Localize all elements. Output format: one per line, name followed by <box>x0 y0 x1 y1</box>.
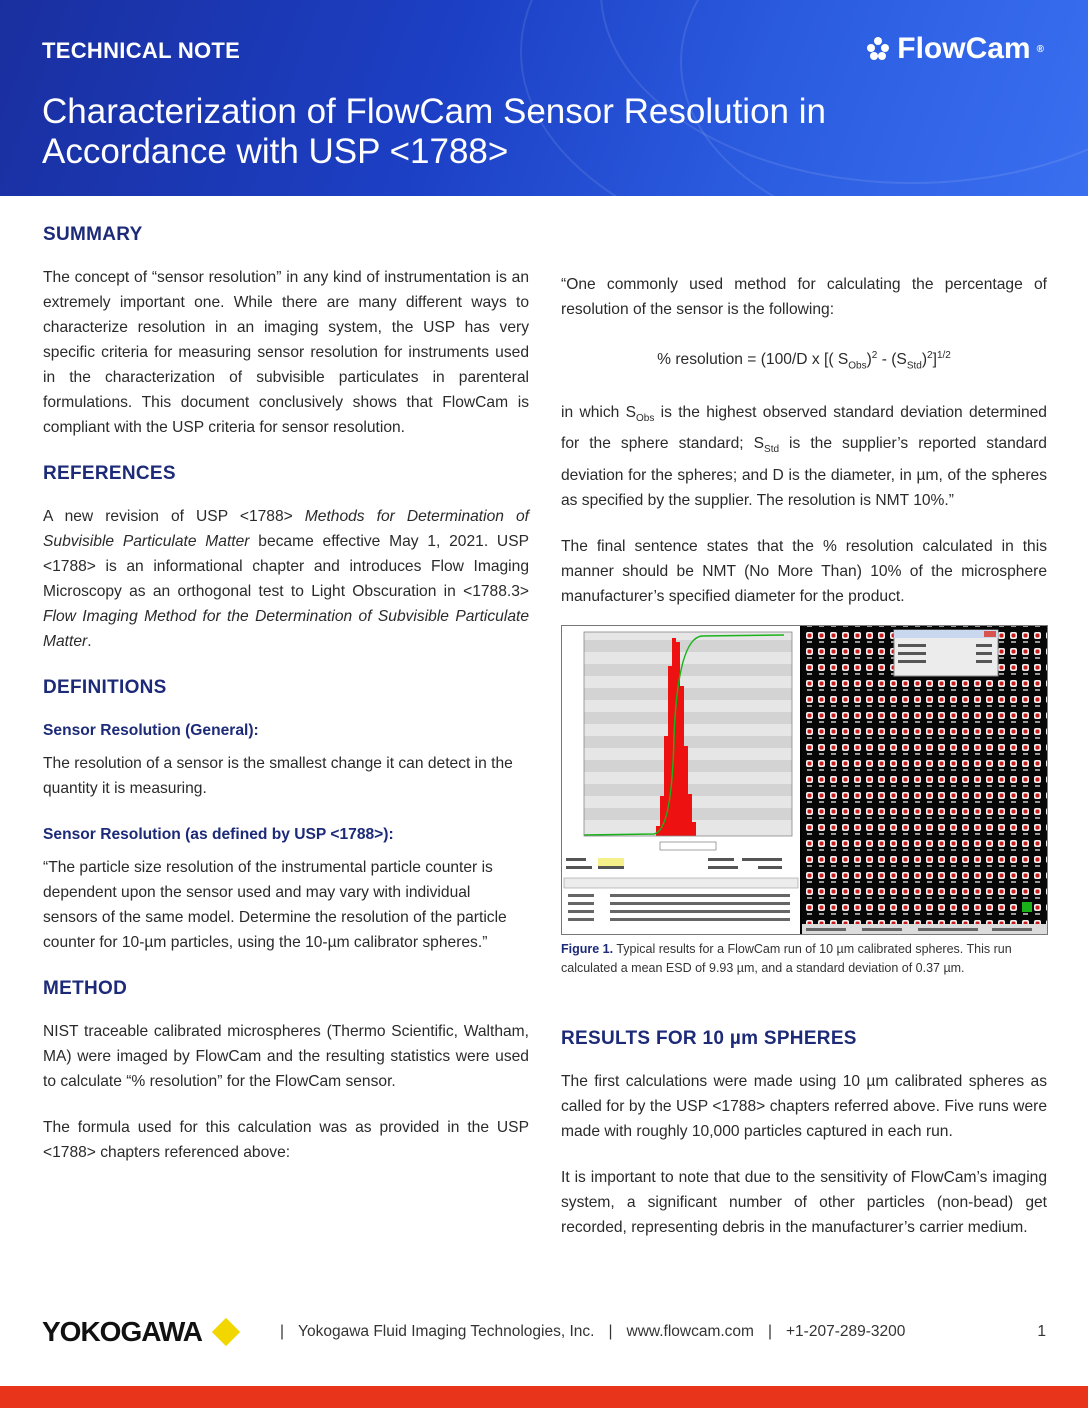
references-text: A new revision of USP <1788> Methods for Determination of Subvisible Particulate Matter became effective May 1, 2021. USP <1788> is an informational chapter and introduces Flow Imaging Microscopy as an orthogonal test to Light Obscuration in <1788.3> Flow Imaging Method for the Determination of Subvisible Particulate Matter. <box>43 508 529 650</box>
right-column <box>561 272 1047 630</box>
website-link[interactable]: www.flowcam.com <box>626 1323 754 1340</box>
quote-intro: “One commonly used method for calculating the percentage of resolution of the sensor is the following: <box>561 276 1047 318</box>
flowcam-mark-icon <box>865 36 891 62</box>
usp-resolution-text: “The particle size resolution of the instrumental particle counter is dependent upon the sensor used and may vary with individual sensors of the same model. Determine the resolution of the particle counter for 10-µm particles, using the 10-µm calibrator spheres.” <box>43 859 507 951</box>
figure-1-image <box>561 625 1048 935</box>
summary-text: The concept of “sensor resolution” in any kind of instrumentation is an extremely important one. While there are many different ways to characterize resolution in an imaging system, the USP has very specific criteria for measuring sensor resolution for instruments used in the characterization of subvisible particulates in parenteral formulations. This document conclusively shows that FlowCam is compliant with the USP criteria for sensor resolution. <box>43 269 529 436</box>
results-paragraph: It is important to note that due to the sensitivity of FlowCam’s imaging system, a significant number of other particles (non-bead) get recorded, representing debris in the manufacturer’s carrier medium. <box>561 1169 1047 1236</box>
brand-trademark: ® <box>1036 43 1044 55</box>
left-column <box>43 222 529 1186</box>
formula-explanation: in which $S_{Obs}$ is the highest observed standard deviation determined for the sphere standard; $S_{Std}$ is the supplier’s reported standard deviation for the spheres; and D is the diameter, in µm, of the spheres as specified by the supplier. The resolution is NMT 10%.” <box>561 404 1047 509</box>
method-paragraph: NIST traceable calibrated microspheres (Thermo Scientific, Waltham, MA) were imaged by FlowCam and the resulting statistics were used to calculate “% resolution” for the FlowCam sensor. <box>43 1023 529 1090</box>
phone-number: +1-207-289-3200 <box>786 1323 906 1340</box>
histogram-image <box>562 626 800 934</box>
company-name: Yokogawa Fluid Imaging Technologies, Inc. <box>298 1323 595 1340</box>
figure-caption-label: Figure 1. <box>561 942 614 956</box>
yokogawa-logo: YOKOGAWA <box>42 1316 203 1347</box>
brand-name: FlowCam <box>897 32 1031 65</box>
header-banner <box>0 0 1088 196</box>
figure-caption <box>561 940 1047 978</box>
footer-accent-bar <box>0 1386 1088 1408</box>
general-resolution-heading: Sensor Resolution (General): <box>43 722 259 739</box>
final-sentence-paragraph: The final sentence states that the % resolution calculated in this manner should be NMT (No More Than) 10% of the microsphere manufacturer’s specified diameter for the product. <box>561 537 1047 605</box>
references-heading: REFERENCES <box>43 463 176 484</box>
resolution-formula: % resolution = (100/D x [( $S_{Obs})^2 - (S_{Std})^2]^{1/2}$ <box>657 350 951 372</box>
yokogawa-diamond-icon <box>212 1318 240 1346</box>
particle-grid-image <box>802 626 1047 934</box>
summary-heading: SUMMARY <box>43 224 143 245</box>
particle-image-panel <box>802 626 1047 934</box>
results-section <box>561 1026 1047 1261</box>
general-resolution-text: The resolution of a sensor is the smallest change it can detect in the quantity it is measuring. <box>43 755 513 797</box>
document-type-label: TECHNICAL NOTE <box>42 38 241 63</box>
results-paragraph: The first calculations were made using 10 µm calibrated spheres as called for by the USP <1788> chapters referred above. Five runs were made with roughly 10,000 particles captured in each run. <box>561 1073 1047 1140</box>
page-number: 1 <box>1037 1323 1046 1340</box>
footer-separator: | <box>608 1323 613 1340</box>
flowcam-logo <box>865 32 1044 66</box>
results-heading: RESULTS FOR 10 µm SPHERES <box>561 1028 857 1049</box>
footer-separator: | <box>767 1323 772 1340</box>
usp-resolution-heading: Sensor Resolution (as defined by USP <1788>): <box>43 826 394 843</box>
histogram-panel <box>562 626 800 934</box>
method-paragraph: The formula used for this calculation was as provided in the USP <1788> chapters referenced above: <box>43 1119 529 1161</box>
definitions-heading: DEFINITIONS <box>43 677 167 698</box>
page-title: Characterization of FlowCam Sensor Resolution in Accordance with USP <1788> <box>42 92 826 171</box>
footer-separator: | <box>280 1323 285 1340</box>
method-heading: METHOD <box>43 978 128 999</box>
figure-caption-text: Typical results for a FlowCam run of 10 µm calibrated spheres. This run calculated a mean ESD of 9.93 µm, and a standard deviation of 0.37 µm. <box>561 942 1012 975</box>
footer <box>42 1314 1046 1350</box>
